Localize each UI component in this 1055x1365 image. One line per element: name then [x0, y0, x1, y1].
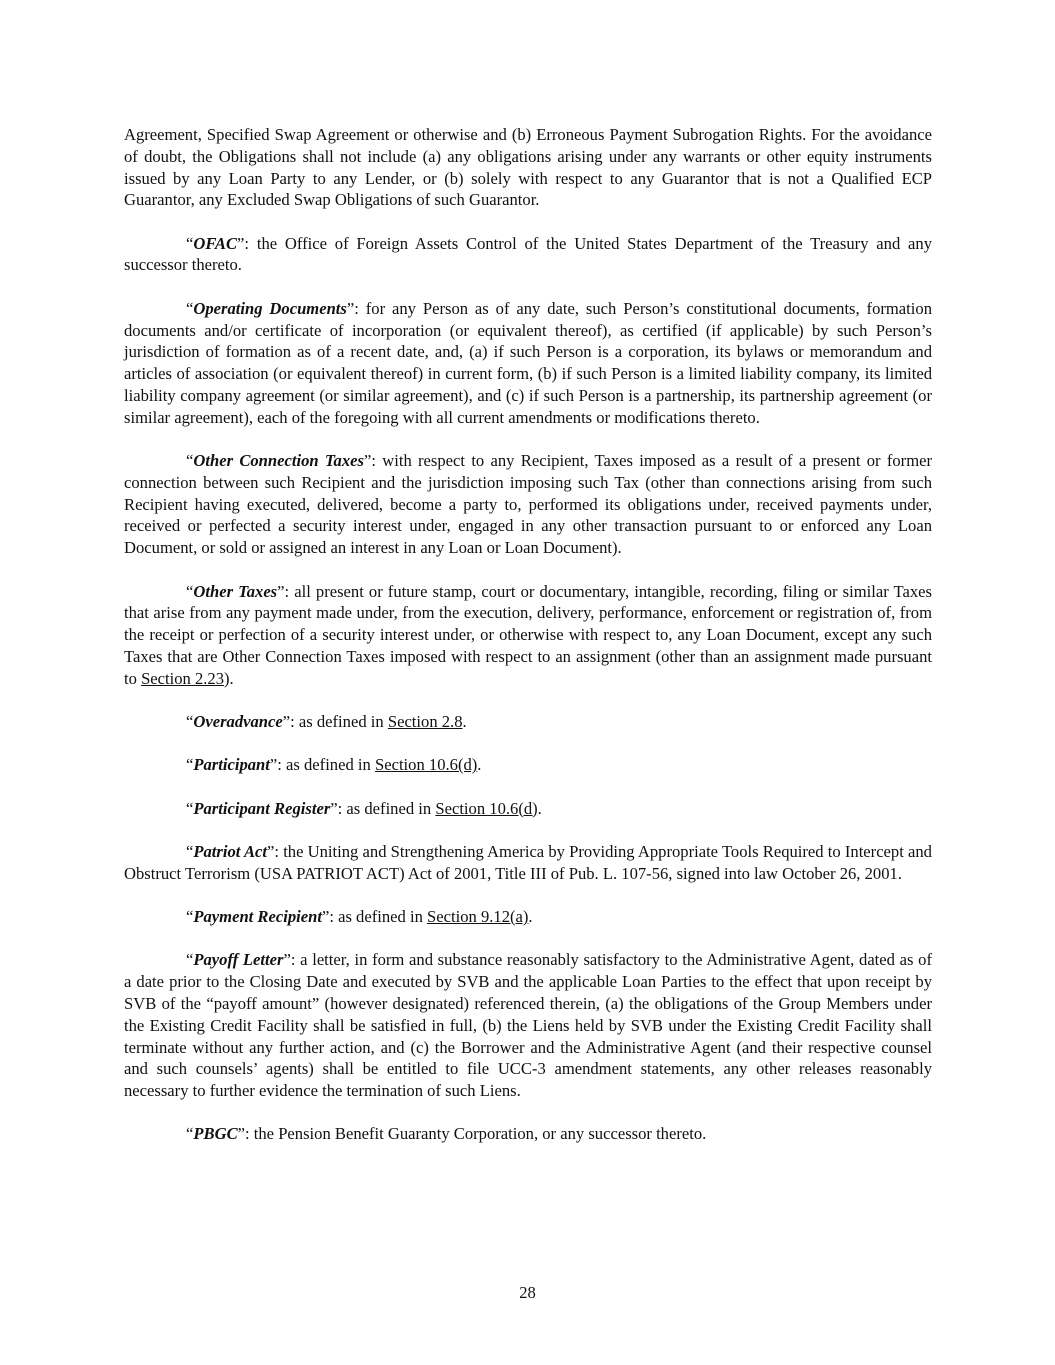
section-reference-link[interactable]: Section 10.6(d)	[374, 755, 478, 775]
close-quote: ”	[346, 298, 355, 318]
section-reference-link[interactable]: Section 10.6(d)	[435, 798, 538, 818]
definition-participant	[124, 754, 932, 776]
open-quote: “	[186, 1124, 194, 1144]
section-reference-link[interactable]: Section 2.8	[387, 712, 463, 732]
open-quote: “	[186, 798, 194, 818]
open-quote: “	[186, 451, 194, 471]
open-quote: “	[186, 233, 194, 253]
defined-term: Payment Recipient	[193, 907, 322, 927]
definition-text: : for any Person as of any date, such Person’s constitutional documents, formation documents and/or certificate of incorporation (or equivalent thereof), as certified (if applicable) by such Person’s jurisdiction of formation as of a recent date, and, (a) if such Person is a corporation, its bylaws or memorandum and articles of association (or equivalent thereof) in current form, (b) if such Person is a limited liability company, its limited liability company agreement (or similar agreement), and (c) if such Person is a partnership, its partnership agreement (or similar agreement), each of the foregoing with all current amendments or modifications thereto.	[124, 298, 932, 427]
open-quote: “	[186, 907, 194, 927]
page-number: 28	[519, 1283, 536, 1302]
close-quote: ”	[237, 233, 245, 253]
open-quote: “	[186, 581, 194, 601]
definition-text: : all present or future stamp, court or documentary, intangible, recording, filing or similar Taxes that arise from any payment made under, from the execution, delivery, performance, enforcement or registration of, from the receipt or perfection of a security interest under, or otherwise with respect to, any Loan Document, except any such Taxes that are Other Connection Taxes imposed with respect to an assignment (other than an assignment made pursuant to	[124, 581, 932, 688]
definition-text: : with respect to any Recipient, Taxes imposed as a result of a present or former connection between such Recipient and the jurisdiction imposing such Tax (other than connections arising from such Recipient having executed, delivered, become a party to, performed its obligations under, received payments under, received or perfected a security interest under, engaged in any other transaction pursuant to or enforced any Loan Document, or sold or assigned an interest in any Loan or Loan Document).	[124, 451, 932, 558]
definition-text: : as defined in	[290, 712, 388, 732]
close-quote: ”	[267, 841, 275, 861]
defined-term: Payoff Letter	[193, 950, 284, 970]
open-quote: “	[186, 298, 194, 318]
defined-term: OFAC	[193, 233, 238, 253]
document-page	[124, 124, 932, 1167]
definition-text: : the Office of Foreign Assets Control of the United States Department of the Treasury and any successor thereto.	[124, 233, 932, 275]
section-reference-link[interactable]: Section 9.12(a)	[427, 907, 529, 927]
defined-term: Participant	[193, 755, 270, 775]
close-quote: ”	[269, 755, 278, 775]
definition-text-end: .	[528, 907, 533, 927]
definition-pbgc	[124, 1123, 932, 1145]
open-quote: “	[186, 755, 194, 775]
open-quote: “	[186, 841, 194, 861]
close-quote: ”	[363, 451, 372, 471]
definition-operating-documents	[124, 298, 932, 429]
definition-text: : as defined in	[329, 907, 428, 927]
defined-term: Other Taxes	[193, 581, 278, 601]
defined-term: Other Connection Taxes	[193, 451, 364, 471]
defined-term: Operating Documents	[193, 298, 347, 318]
definition-payoff-letter	[124, 949, 932, 1102]
section-reference-link[interactable]: Section 2.23	[141, 668, 225, 688]
defined-term: PBGC	[193, 1124, 238, 1144]
close-quote: ”	[321, 907, 330, 927]
close-quote: ”	[283, 950, 291, 970]
definition-overadvance	[124, 711, 932, 733]
definition-text-end: .	[477, 755, 482, 775]
close-quote: ”	[330, 798, 338, 818]
defined-term: Patriot Act	[193, 841, 268, 861]
definition-text-end: .	[537, 798, 542, 818]
definition-payment-recipient	[124, 906, 932, 928]
definition-text: : as defined in	[277, 755, 375, 775]
close-quote: ”	[282, 712, 291, 732]
defined-term: Participant Register	[193, 798, 331, 818]
definition-other-taxes	[124, 581, 932, 690]
definition-text-end: .	[462, 712, 467, 732]
definition-participant-register	[124, 798, 932, 820]
defined-term: Overadvance	[193, 712, 283, 732]
close-quote: ”	[277, 581, 285, 601]
definition-text-end: ).	[224, 668, 234, 688]
definition-text: : as defined in	[337, 798, 436, 818]
definition-patriot-act	[124, 841, 932, 885]
definition-text: : the Pension Benefit Guaranty Corporation, or any successor thereto.	[245, 1124, 707, 1144]
definition-ofac	[124, 233, 932, 277]
definition-other-connection-taxes	[124, 450, 932, 559]
open-quote: “	[186, 712, 194, 732]
open-quote: “	[186, 950, 194, 970]
definition-text: : the Uniting and Strengthening America by Providing Appropriate Tools Required to Intercept and Obstruct Terrorism (USA PATRIOT ACT) Act of 2001, Title III of Pub. L. 107-56, signed into law October 26, 2001.	[124, 841, 932, 883]
definition-text: : a letter, in form and substance reasonably satisfactory to the Administrative Agent, dated as of a date prior to the Closing Date and executed by SVB and the applicable Loan Parties to the effect that upon receipt by SVB of the “payoff amount” (however designated) referenced therein, (a) the obligations of the Group Members under the Existing Credit Facility shall be satisfied in full, (b) the Liens held by SVB under the Existing Credit Facility shall terminate without any further action, and (c) the Borrower and the Administrative Agent (and their respective counsel and such counsels’ agents) shall be entitled to file UCC-3 amendment statements, any other releases reasonably necessary to further evidence the termination of such Liens.	[124, 950, 932, 1101]
close-quote: ”	[237, 1124, 246, 1144]
continuation-paragraph: Agreement, Specified Swap Agreement or otherwise and (b) Erroneous Payment Subrogation Rights. For the avoidance of doubt, the Obligations shall not include (a) any obligations arising under any warrants or other equity instruments issued by any Loan Party to any Lender, or (b) solely with respect to any Guarantor that is not a Qualified ECP Guarantor, any Excluded Swap Obligations of such Guarantor.	[124, 125, 932, 210]
